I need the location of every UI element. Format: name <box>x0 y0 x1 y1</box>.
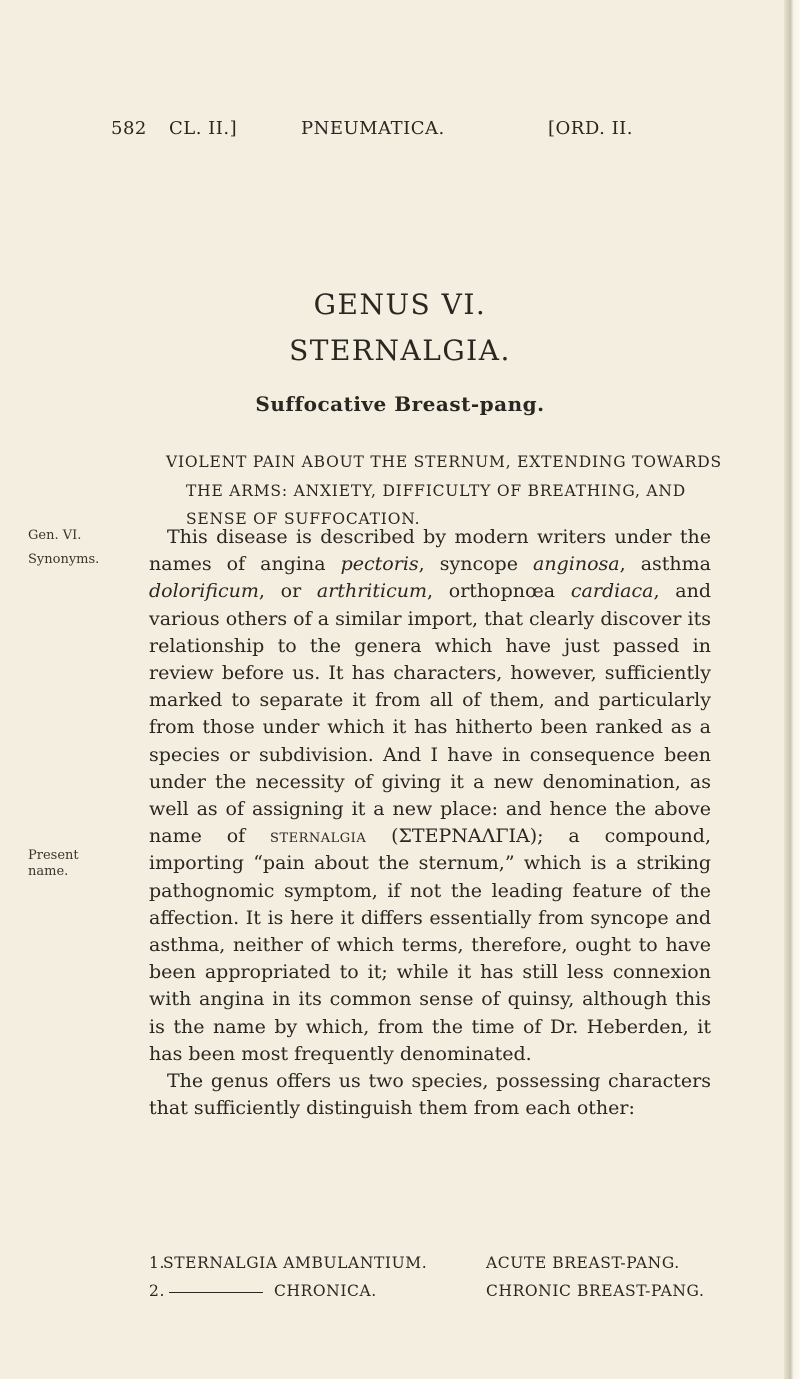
text-run: , orthopnœa <box>426 580 571 603</box>
paragraph-2: The genus offers us two species, possessing characters that sufficiently distinguish them from each other: <box>149 1070 711 1120</box>
header-class: CL. II.] <box>169 118 238 139</box>
running-header <box>111 118 713 142</box>
page-edge <box>784 0 800 1379</box>
header-order: [ORD. II. <box>548 118 634 139</box>
header-title: PNEUMATICA. <box>301 118 445 139</box>
body-text <box>149 524 711 1122</box>
italic-term: arthriticum <box>316 580 427 603</box>
species-english: CHRONIC BREAST-PANG. <box>486 1282 705 1300</box>
genus-english-name: Suffocative Breast-pang. <box>255 392 545 416</box>
species-number: 1. <box>149 1254 165 1272</box>
genus-title: GENUS VI. <box>313 288 487 321</box>
text-run: , asthma <box>619 553 711 576</box>
text-run: This disease is described by modern writers under the names of angina <box>149 526 711 576</box>
small-caps-term: sternalgia <box>270 825 367 848</box>
text-run: , and various others of a similar import, that clearly discover its relationship to the genera which have just passed in review before us. It has characters, however, sufficiently marked to separate it from all of them, and particularly from those under which it has hitherto been ranked as a species or subdivision. And I have in consequence been under the necessity of giving it a new denomination, as well as of assigning it a new place: and hence the above name of <box>149 580 712 848</box>
margin-note-present-name: Present name. <box>28 848 79 879</box>
margin-note-genus: Gen. VI. <box>28 528 82 543</box>
italic-term: anginosa <box>533 553 620 576</box>
species-name: CHRONICA. <box>274 1282 377 1300</box>
paragraph-1 <box>149 524 711 1068</box>
genus-definition: VIOLENT PAIN ABOUT THE STERNUM, EXTENDING TOWARDS THE ARMS: ANXIETY, DIFFICULTY OF BREATHING, AND SENSE OF SUFFOCATION. <box>166 453 722 528</box>
genus-name: STERNALGIA. <box>289 334 511 367</box>
italic-term: dolorificum <box>149 580 259 603</box>
species-number: 2. <box>149 1282 165 1300</box>
species-name: STERNALGIA AMBULANTIUM. <box>163 1254 428 1272</box>
italic-term: pectoris <box>340 553 419 576</box>
margin-note-synonyms: Synonyms. <box>28 552 100 567</box>
page-number: 582 <box>111 118 147 139</box>
species-english: ACUTE BREAST-PANG. <box>486 1254 680 1272</box>
text-run: , or <box>258 580 317 603</box>
italic-term: cardiaca <box>570 580 654 603</box>
text-run: , syncope <box>418 553 534 576</box>
ditto-dash <box>169 1292 263 1293</box>
text-run: (ΣΤΕΡΝΑΛΓΙΑ); a compound, importing “pain about the sternum,” which is a striking pathognomic symptom, if not the leading feature of the affection. It is here it differs essentially from syncope and asthma, neither of which terms, therefore, ought to have been appropriated to it; while it has still less connexion with angina in its common sense of quinsy, although this is the name by which, from the time of Dr. Heberden, it has been most frequently denominated. <box>149 825 711 1065</box>
